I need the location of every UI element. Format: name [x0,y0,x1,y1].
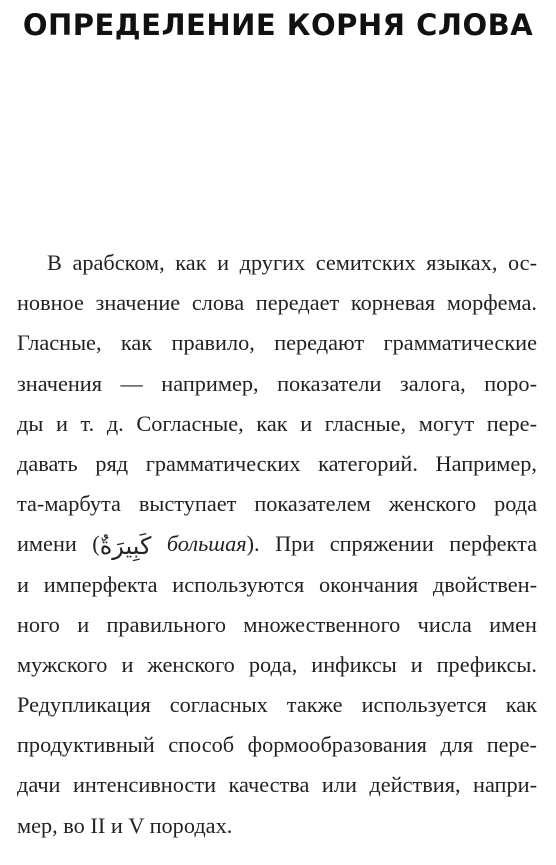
text-line: та-марбута выступает показателем женского рода [17,491,537,517]
example-translation: большая [166,531,247,557]
text-line: и имперфекта используются окончания двойствен- [17,571,537,597]
example-prefix: имени ( [17,531,100,557]
text-line: дачи интенсивности качества или действия, напри- [17,772,537,798]
text-line: В арабском, как и других семитских языках, ос- [47,250,537,275]
text-line: значения — например, показатели залога, поро- [17,370,537,396]
text-line: новное значение слова передает корневая морфема. [17,290,537,316]
page-title: ОПРЕДЕЛЕНИЕ КОРНЯ СЛОВА [22,8,534,42]
text-line: ного и правильного множественного числа имен [17,611,537,637]
text-line: продуктивный способ формообразования для пере- [17,732,537,758]
text-line: Редупликация согласных также используется как [17,692,537,718]
text-line: давать ряд грамматических категорий. Например, [17,450,537,476]
text-line: ды и т. д. Согласные, как и гласные, могут пере- [17,410,537,436]
example-suffix: ). При спряжении перфекта [246,531,537,557]
text-line: мужского и женского рода, инфиксы и префиксы. [17,651,537,677]
text-line: мер, во II и V породах. [17,812,233,838]
arabic-example-word: كَبِيرَةٌ [99,532,152,561]
text-line: Гласные, как правило, передают грамматические [17,330,537,356]
example-line [17,524,537,564]
body-paragraph [17,243,537,846]
